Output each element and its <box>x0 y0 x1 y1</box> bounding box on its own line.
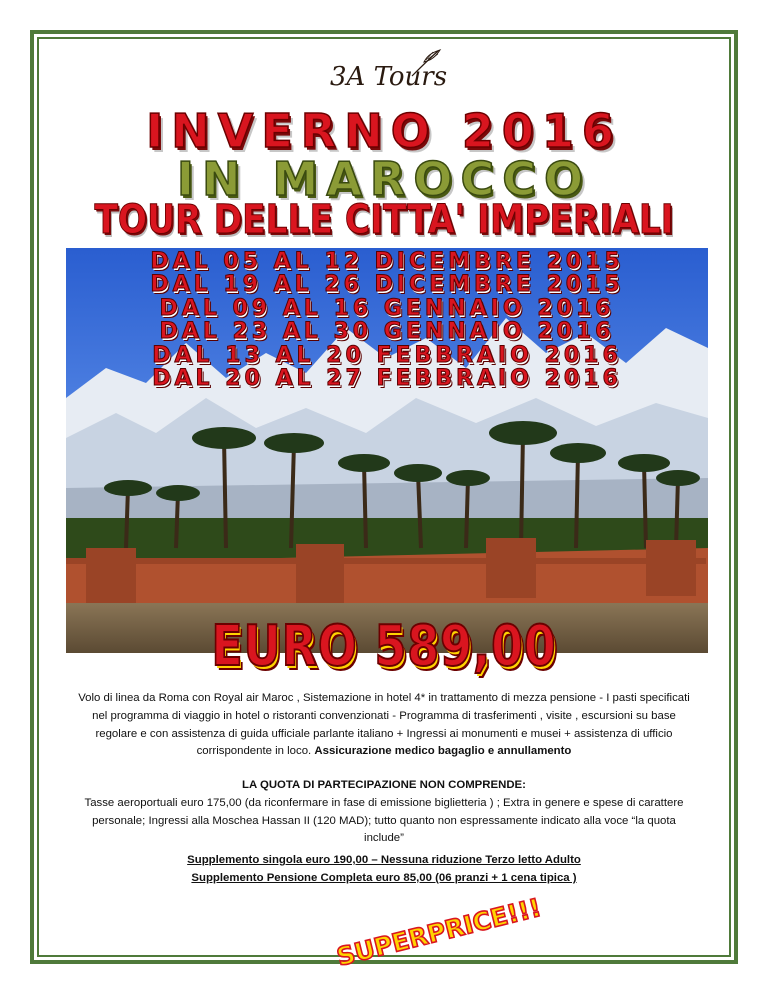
date-line: DAL 19 AL 26 DICEMBRE 2015 <box>150 272 624 298</box>
date-line: DAL 13 AL 20 FEBBRAIO 2016 <box>152 342 622 368</box>
insurance-text: Assicurazione medico bagaglio e annullamento <box>314 745 572 758</box>
supplement-fullboard: Supplemento Pensione Completa euro 85,00 (06 pranzi + 1 cena tipica ) <box>191 871 577 884</box>
supplements <box>78 852 690 888</box>
date-line: DAL 20 AL 27 FEBBRAIO 2016 <box>152 366 622 392</box>
logo-text: 3A Tours <box>330 62 448 92</box>
supplement-single: Supplemento singola euro 190,00 – Nessuna riduzione Terzo letto Adulto <box>187 854 581 866</box>
feather-icon <box>410 48 442 78</box>
includes-text: Volo di linea da Roma con Royal air Maroc , Sistemazione in hotel 4* in trattamento di mezza pensione - I pasti specificati nel programma di viaggio in hotel o ristoranti convenzionati - Programma di trasferimenti , visite , escursioni su base regolare e con assistenza di guida ufficiale parlante italiano + Ingressi ai monumenti e musei + assistenza di ufficio corrispondente in loco. <box>78 692 690 758</box>
superprice-text: SUPERPRICE!!! <box>333 892 545 972</box>
tour-dates <box>66 250 708 390</box>
includes-paragraph <box>78 690 690 761</box>
excludes-heading: LA QUOTA DI PARTECIPAZIONE NON COMPRENDE: <box>242 779 526 791</box>
headline-morocco: IN MAROCCO <box>176 152 592 206</box>
price-label: EURO 589,00 <box>211 614 557 679</box>
date-line: DAL 09 AL 16 GENNAIO 2016 <box>159 295 615 321</box>
brand-logo <box>330 48 448 103</box>
excludes-text: Tasse aeroportuali euro 175,00 (da riconfermare in fase di emissione biglietteria ) ; Extra in genere e spese di carattere personale; Ingressi alla Moschea Hassan II (120 MAD); tutto quanto non espressamente indicato alla voce “la quota include” <box>84 796 684 845</box>
headline-tour: TOUR DELLE CITTA' IMPERIALI <box>94 197 674 243</box>
date-line: DAL 23 AL 30 GENNAIO 2016 <box>159 319 615 345</box>
superprice-badge <box>328 892 545 972</box>
excludes-paragraph <box>78 777 690 848</box>
headline-winter: INVERNO 2016 <box>146 104 622 158</box>
date-line: DAL 05 AL 12 DICEMBRE 2015 <box>150 249 624 274</box>
